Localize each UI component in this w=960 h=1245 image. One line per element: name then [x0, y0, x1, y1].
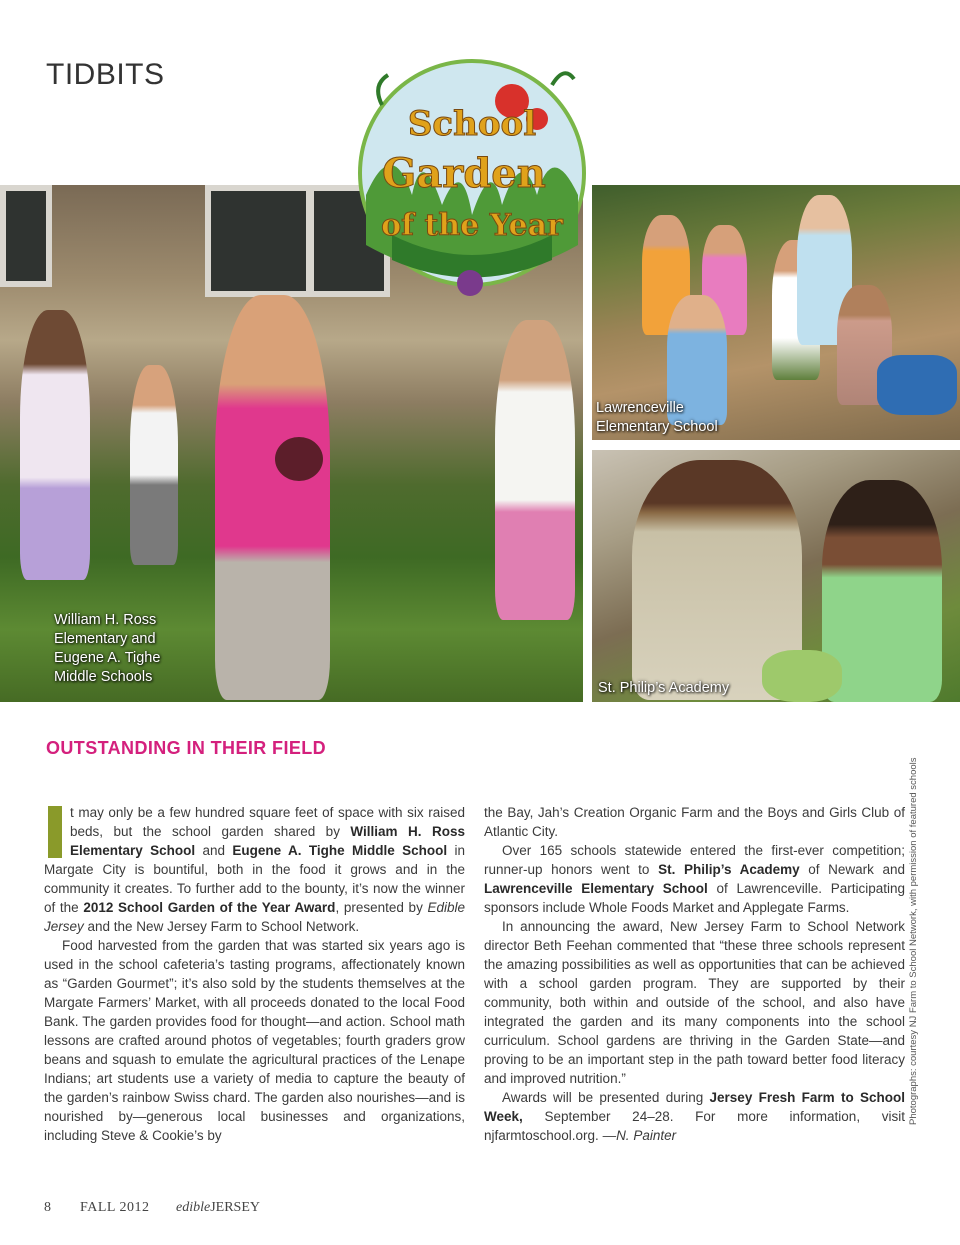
text-run: Awards will be presented during: [502, 1090, 710, 1105]
article-paragraph: [484, 841, 905, 917]
article-paragraph: [484, 917, 905, 1088]
text-run: Eugene A. Tighe Middle School: [232, 843, 448, 858]
text-run: In announcing the award, New Jersey Farm to School Network director Beth Feehan commented that “these three schools represent the amazing possibilities as well as opportunities that can be achieved with a school garden program. They are supported by their community, both within and outside of the school, and also have integrated the garden and its many components into the school curriculum. School gardens are thriving in the Garden State—and proving to be an important step in the path toward better food literacy and improved nutrition.”: [484, 919, 905, 1086]
text-run: —N. Painter: [602, 1128, 677, 1143]
article-paragraph: [484, 803, 905, 841]
article-paragraph: [44, 936, 465, 1145]
paragraph-runs: [44, 805, 465, 934]
text-run: Edible Jersey: [44, 900, 466, 934]
text-run: September 24–28. For more information, visit njfarmtoschool.org.: [484, 1109, 905, 1143]
caption-ross-tighe: [54, 611, 160, 687]
text-run: , presented by: [335, 900, 428, 915]
photo-st-philips-academy: [592, 450, 960, 702]
logo-word-of-the-year: of the Year: [381, 208, 563, 243]
section-label: TIDBITS: [46, 58, 165, 91]
text-run: 2012 School Garden of the Year Award: [83, 900, 336, 915]
text-run: Lawrenceville Elementary School: [484, 881, 708, 896]
article-paragraph: [44, 803, 465, 936]
article-paragraph: [484, 1088, 905, 1145]
text-run: the Bay, Jah’s Creation Organic Farm and the Boys and Girls Club of Atlantic City.: [484, 805, 905, 839]
text-run: St. Philip’s Academy: [658, 862, 800, 877]
caption-lawrenceville: [596, 399, 718, 437]
brand-edible: edible: [176, 1200, 211, 1215]
caption-line: Middle Schools: [54, 669, 153, 685]
caption-line: Elementary School: [596, 419, 718, 435]
brand-jersey: JERSEY: [210, 1200, 261, 1215]
paragraph-runs: [484, 843, 905, 915]
paragraph-runs: [484, 805, 905, 839]
caption-st-philips: [598, 679, 729, 698]
logo-word-garden: Garden: [382, 150, 546, 197]
text-run: of Newark and: [799, 862, 906, 877]
drop-cap-bar: [48, 806, 62, 858]
text-run: t may only be a few hundred square feet of space with six raised beds, but the school garden shared by: [70, 805, 465, 839]
page-number: 8: [44, 1200, 51, 1215]
school-garden-of-the-year-logo: [352, 45, 592, 297]
article-headline: OUTSTANDING IN THEIR FIELD: [46, 738, 327, 758]
logo-word-school: School: [407, 104, 537, 144]
caption-line: St. Philip’s Academy: [598, 680, 730, 696]
paragraph-runs: [484, 1090, 905, 1143]
photo-lawrenceville-school: [592, 185, 960, 440]
caption-line: Eugene A. Tighe: [54, 650, 161, 666]
article-column-left: [44, 803, 465, 1145]
text-run: and the New Jersey Farm to School Network.: [83, 919, 360, 934]
issue-label: FALL 2012: [80, 1200, 150, 1215]
text-run: and: [195, 843, 233, 858]
caption-line: Lawrenceville: [596, 400, 684, 416]
text-run: Over 165 schools statewide entered the first-ever competition; runner-up honors went to: [484, 843, 905, 877]
caption-line: Elementary and: [54, 631, 156, 647]
text-run: Jersey Fresh Farm to School Week,: [484, 1090, 905, 1124]
paragraph-runs: [484, 919, 905, 1086]
text-run: in Margate City is bountiful, both in the food it grows and in the community it creates. To further add to the bounty, it’s now the winner of the: [44, 843, 465, 915]
paragraph-runs: [44, 938, 465, 1143]
photo-credit: Photographs: courtesy NJ Farm to School Network, with permission of featured schools: [908, 757, 919, 1125]
caption-line: William H. Ross: [54, 612, 157, 628]
magazine-brand: [176, 1200, 260, 1216]
text-run: Food harvested from the garden that was started six years ago is used in the school cafeteria’s tasting programs, affectionately known as “Garden Gourmet”; it’s also sold by the students themselves at the Margate Farmers’ Market, with all proceeds donated to the local Food Bank. The garden provides food for thought—and action. School math lessons are crafted around photos of vegetables; fourth graders grow beans and squash to emulate the agricultural practices of the Lenape Indians; art students use a variety of media to capture the beauty of the garden’s rainbow Swiss chard. The garden also nourishes—and is nourished by—generous local businesses and organizations, including Steve & Cookie’s by: [44, 938, 465, 1143]
article-column-right: [484, 803, 905, 1145]
text-run: of Lawrenceville. Participating sponsors include Whole Foods Market and Applegate Farms.: [484, 881, 905, 915]
text-run: William H. Ross Elementary School: [70, 824, 465, 858]
